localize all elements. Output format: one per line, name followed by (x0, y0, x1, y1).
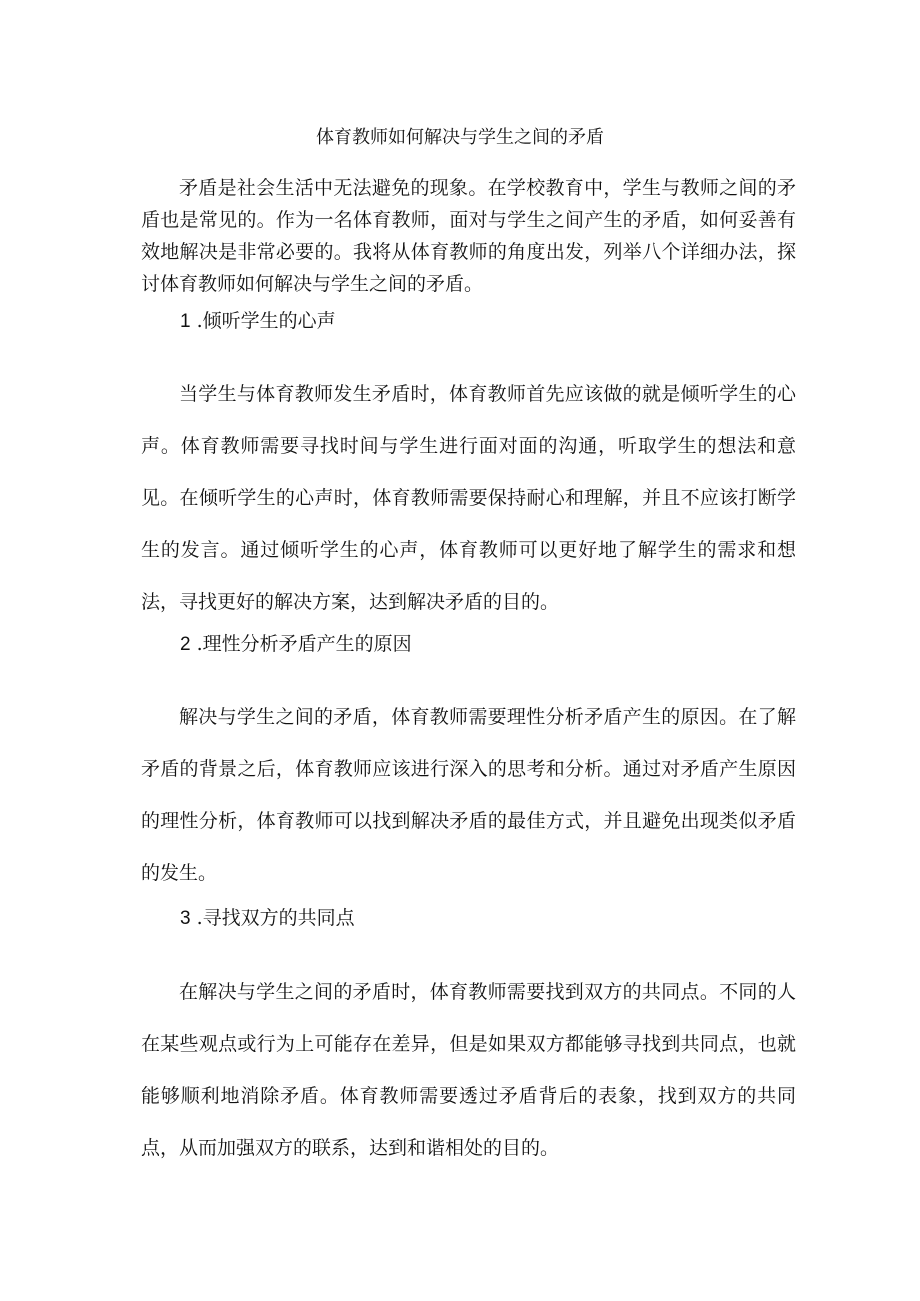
section-number: 1 (180, 311, 191, 332)
section-heading-text: .倾听学生的心声 (196, 310, 336, 332)
section-heading-text: .寻找双方的共同点 (196, 907, 355, 929)
section-heading-3 (180, 904, 355, 933)
document-title: 体育教师如何解决与学生之间的矛盾 (316, 127, 604, 148)
section-body-3: 在解决与学生之间的矛盾时，体育教师需要找到双方的共同点。不同的人在某些观点或行为上可能存在差异，但是如果双方都能够寻找到共同点，也就能够顺利地消除矛盾。体育教师需要透过矛盾背后的表象，找到双方的共同点，从而加强双方的联系，达到和谐相处的目的。 (141, 981, 796, 1159)
section-heading-1 (180, 307, 336, 336)
section-body-2: 解决与学生之间的矛盾，体育教师需要理性分析矛盾产生的原因。在了解矛盾的背景之后，体育教师应该进行深入的思考和分析。通过对矛盾产生原因的理性分析，体育教师可以找到解决矛盾的最佳方式，并且避免出现类似矛盾的发生。 (141, 706, 796, 884)
intro-paragraph: 矛盾是社会生活中无法避免的现象。在学校教育中，学生与教师之间的矛盾也是常见的。作为一名体育教师，面对与学生之间产生的矛盾，如何妥善有效地解决是非常必要的。我将从体育教师的角度出发，列举八个详细办法，探讨体育教师如何解决与学生之间的矛盾。 (141, 177, 796, 295)
section-heading-2 (180, 630, 412, 659)
section-heading-text: .理性分析矛盾产生的原因 (196, 633, 412, 655)
section-number: 2 (180, 634, 191, 655)
section-number: 3 (180, 908, 191, 929)
section-body-1: 当学生与体育教师发生矛盾时，体育教师首先应该做的就是倾听学生的心声。体育教师需要寻找时间与学生进行面对面的沟通，听取学生的想法和意见。在倾听学生的心声时，体育教师需要保持耐心和理解，并且不应该打断学生的发言。通过倾听学生的心声，体育教师可以更好地了解学生的需求和想法，寻找更好的解决方案，达到解决矛盾的目的。 (141, 383, 796, 613)
